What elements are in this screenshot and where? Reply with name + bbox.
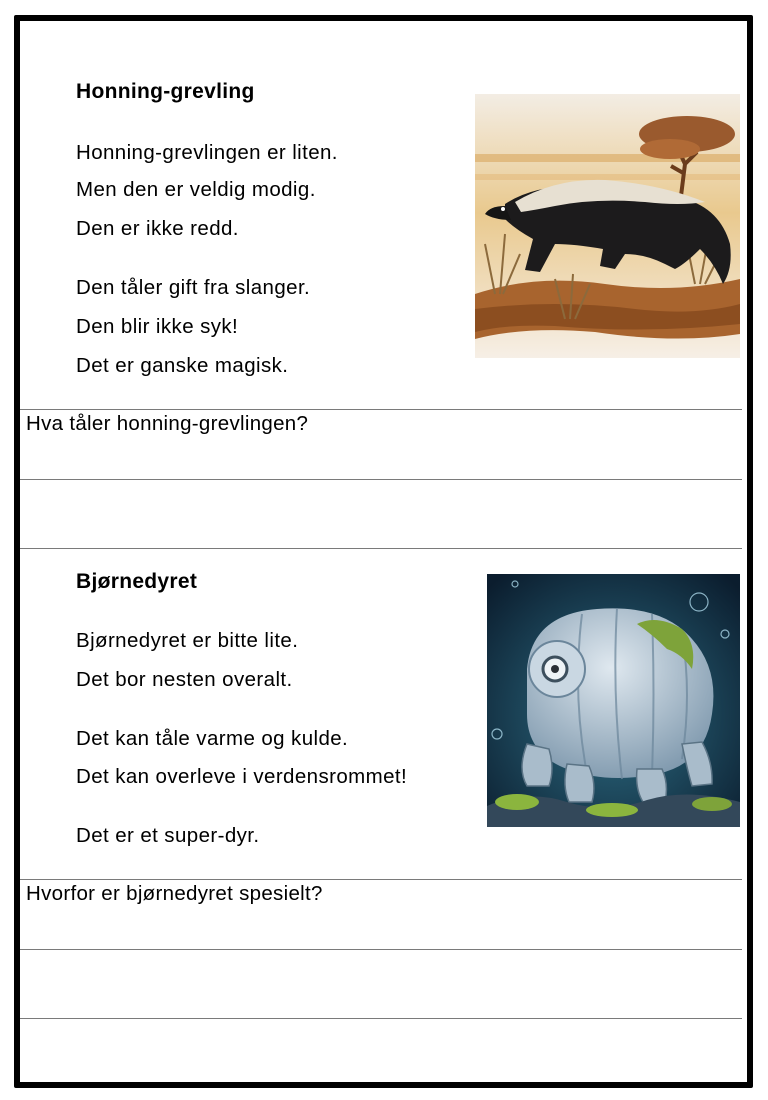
section2-question: Hvorfor er bjørnedyret spesielt? <box>26 882 323 905</box>
answer-line <box>20 548 742 549</box>
section2-line-1: Bjørnedyret er bitte lite. <box>76 629 299 652</box>
divider <box>20 409 742 410</box>
honey-badger-icon <box>475 94 740 358</box>
section1-line-2: Men den er veldig modig. <box>76 178 316 201</box>
section1-title: Honning-grevling <box>76 80 255 103</box>
section2-line-3: Det kan tåle varme og kulde. <box>76 727 349 750</box>
section1-line-6: Det er ganske magisk. <box>76 354 289 377</box>
answer-line <box>20 949 742 950</box>
section1-line-5: Den blir ikke syk! <box>76 315 239 338</box>
section1-line-4: Den tåler gift fra slanger. <box>76 276 311 299</box>
section1-question: Hva tåler honning-grevlingen? <box>26 412 309 435</box>
section2-line-5: Det er et super-dyr. <box>76 824 260 847</box>
section2-line-4: Det kan overleve i verdensrommet! <box>76 765 408 788</box>
tardigrade-icon <box>487 574 740 827</box>
answer-line <box>20 1018 742 1019</box>
section2-title: Bjørnedyret <box>76 570 198 593</box>
tardigrade-image <box>487 574 740 827</box>
divider <box>20 879 742 880</box>
section1-line-1: Honning-grevlingen er liten. <box>76 141 338 164</box>
answer-line <box>20 479 742 480</box>
section2-line-2: Det bor nesten overalt. <box>76 668 293 691</box>
section1-line-3: Den er ikke redd. <box>76 217 239 240</box>
honey-badger-image <box>475 94 740 358</box>
